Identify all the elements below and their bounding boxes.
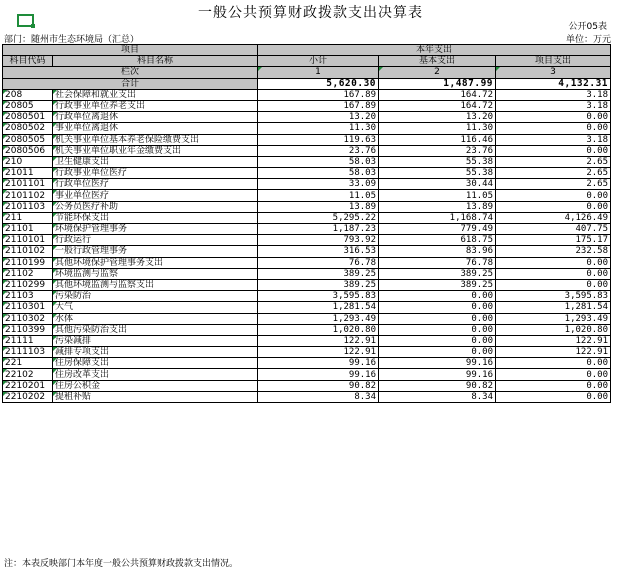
table-row bbox=[3, 358, 611, 369]
table-row bbox=[3, 380, 611, 391]
name-cell[interactable]: 减排专项支出 bbox=[53, 347, 258, 358]
basic-cell[interactable]: 90.82 bbox=[379, 380, 496, 391]
code-cell[interactable]: 21011 bbox=[3, 168, 53, 179]
project-cell[interactable]: 122.91 bbox=[496, 347, 611, 358]
expenditure-table bbox=[2, 44, 611, 403]
code-cell[interactable]: 2080505 bbox=[3, 134, 53, 145]
code-cell[interactable]: 2210202 bbox=[3, 391, 53, 402]
basic-cell[interactable]: 0.00 bbox=[379, 335, 496, 346]
subtotal-cell[interactable]: 167.89 bbox=[258, 100, 379, 111]
table-row bbox=[3, 313, 611, 324]
subtotal-cell[interactable]: 13.89 bbox=[258, 201, 379, 212]
subtotal-cell[interactable]: 5,295.22 bbox=[258, 212, 379, 223]
name-cell[interactable]: 水体 bbox=[53, 313, 258, 324]
name-cell[interactable]: 机关事业单位基本养老保险缴费支出 bbox=[53, 134, 258, 145]
name-cell[interactable]: 污染防治 bbox=[53, 291, 258, 302]
name-cell[interactable]: 其他污染防治支出 bbox=[53, 324, 258, 335]
col-index-1[interactable]: 1 bbox=[258, 67, 379, 78]
code-cell[interactable]: 21103 bbox=[3, 291, 53, 302]
subtotal-cell[interactable]: 122.91 bbox=[258, 347, 379, 358]
basic-cell[interactable]: 76.78 bbox=[379, 257, 496, 268]
subtotal-cell[interactable]: 3,595.83 bbox=[258, 291, 379, 302]
subtotal-cell[interactable]: 99.16 bbox=[258, 358, 379, 369]
table-row bbox=[3, 190, 611, 201]
code-cell[interactable]: 2101101 bbox=[3, 179, 53, 190]
project-cell[interactable]: 175.17 bbox=[496, 235, 611, 246]
code-cell[interactable]: 2080501 bbox=[3, 112, 53, 123]
name-cell[interactable]: 住房公积金 bbox=[53, 380, 258, 391]
table-row bbox=[3, 291, 611, 302]
subtotal-cell[interactable]: 23.76 bbox=[258, 145, 379, 156]
subtotal-cell[interactable]: 76.78 bbox=[258, 257, 379, 268]
subtotal-cell[interactable]: 793.92 bbox=[258, 235, 379, 246]
table-row bbox=[3, 201, 611, 212]
header-item[interactable]: 项目 bbox=[3, 45, 258, 56]
table-row bbox=[3, 246, 611, 257]
project-cell[interactable]: 232.58 bbox=[496, 246, 611, 257]
table-row bbox=[3, 145, 611, 156]
table-row bbox=[3, 89, 611, 100]
basic-cell[interactable]: 0.00 bbox=[379, 291, 496, 302]
table-row bbox=[3, 134, 611, 145]
table-row bbox=[3, 179, 611, 190]
basic-cell[interactable]: 11.05 bbox=[379, 190, 496, 201]
code-cell[interactable]: 2080506 bbox=[3, 145, 53, 156]
project-cell[interactable]: 3.18 bbox=[496, 89, 611, 100]
col-index-label[interactable]: 栏次 bbox=[3, 67, 258, 78]
code-cell[interactable]: 2111103 bbox=[3, 347, 53, 358]
subtotal-cell[interactable]: 11.05 bbox=[258, 190, 379, 201]
project-cell[interactable]: 0.00 bbox=[496, 190, 611, 201]
page-title: 一般公共预算财政拨款支出决算表 bbox=[198, 5, 423, 21]
table-row bbox=[3, 324, 611, 335]
basic-cell[interactable]: 1,168.74 bbox=[379, 212, 496, 223]
project-cell[interactable]: 122.91 bbox=[496, 335, 611, 346]
header-name[interactable]: 科目名称 bbox=[53, 56, 258, 67]
name-cell[interactable]: 公务员医疗补助 bbox=[53, 201, 258, 212]
code-cell[interactable]: 211 bbox=[3, 212, 53, 223]
name-cell[interactable]: 一般行政管理事务 bbox=[53, 246, 258, 257]
name-cell[interactable]: 事业单位医疗 bbox=[53, 190, 258, 201]
basic-cell[interactable]: 164.72 bbox=[379, 100, 496, 111]
code-cell[interactable]: 221 bbox=[3, 358, 53, 369]
project-cell[interactable]: 0.00 bbox=[496, 123, 611, 134]
code-cell[interactable]: 210 bbox=[3, 156, 53, 167]
name-cell[interactable]: 行政事业单位养老支出 bbox=[53, 100, 258, 111]
basic-cell[interactable]: 83.96 bbox=[379, 246, 496, 257]
name-cell[interactable]: 机关事业单位职业年金缴费支出 bbox=[53, 145, 258, 156]
basic-cell[interactable]: 116.46 bbox=[379, 134, 496, 145]
table-row bbox=[3, 112, 611, 123]
subtotal-cell[interactable]: 11.30 bbox=[258, 123, 379, 134]
code-cell[interactable]: 22102 bbox=[3, 369, 53, 380]
basic-cell[interactable]: 99.16 bbox=[379, 358, 496, 369]
project-cell[interactable]: 0.00 bbox=[496, 145, 611, 156]
table-row bbox=[3, 347, 611, 358]
name-cell[interactable]: 住房保障支出 bbox=[53, 358, 258, 369]
code-cell[interactable]: 2110299 bbox=[3, 279, 53, 290]
project-cell[interactable]: 3.18 bbox=[496, 100, 611, 111]
basic-cell[interactable]: 30.44 bbox=[379, 179, 496, 190]
subtotal-cell[interactable]: 99.16 bbox=[258, 369, 379, 380]
project-cell[interactable]: 0.00 bbox=[496, 201, 611, 212]
table-row bbox=[3, 212, 611, 223]
table-row bbox=[3, 168, 611, 179]
basic-cell[interactable]: 11.30 bbox=[379, 123, 496, 134]
basic-cell[interactable]: 23.76 bbox=[379, 145, 496, 156]
code-cell[interactable]: 2110101 bbox=[3, 235, 53, 246]
project-cell[interactable]: 0.00 bbox=[496, 112, 611, 123]
project-cell[interactable]: 0.00 bbox=[496, 380, 611, 391]
table-row bbox=[3, 279, 611, 290]
header-current-year[interactable]: 本年支出 bbox=[258, 45, 611, 56]
unit-label: 单位：万元 bbox=[565, 35, 611, 45]
basic-cell[interactable]: 13.89 bbox=[379, 201, 496, 212]
table-row bbox=[3, 268, 611, 279]
project-cell[interactable]: 1,020.80 bbox=[496, 324, 611, 335]
total-basic[interactable]: 1,487.99 bbox=[379, 78, 496, 89]
name-cell[interactable]: 行政运行 bbox=[53, 235, 258, 246]
name-cell[interactable]: 行政单位离退休 bbox=[53, 112, 258, 123]
project-cell[interactable]: 0.00 bbox=[496, 391, 611, 402]
code-cell[interactable]: 20805 bbox=[3, 100, 53, 111]
subtotal-cell[interactable]: 33.09 bbox=[258, 179, 379, 190]
code-cell[interactable]: 2101102 bbox=[3, 190, 53, 201]
col-index-3[interactable]: 3 bbox=[496, 67, 611, 78]
code-cell[interactable]: 2101103 bbox=[3, 201, 53, 212]
project-cell[interactable]: 2.65 bbox=[496, 156, 611, 167]
total-subtotal[interactable]: 5,620.30 bbox=[258, 78, 379, 89]
header-basic[interactable]: 基本支出 bbox=[379, 56, 496, 67]
name-cell[interactable]: 其他环境监测与监察支出 bbox=[53, 279, 258, 290]
name-cell[interactable]: 行政事业单位医疗 bbox=[53, 168, 258, 179]
code-cell[interactable]: 21101 bbox=[3, 224, 53, 235]
project-cell[interactable]: 0.00 bbox=[496, 257, 611, 268]
code-cell[interactable]: 2110199 bbox=[3, 257, 53, 268]
subtotal-cell[interactable]: 389.25 bbox=[258, 268, 379, 279]
form-number: 公开05表 bbox=[568, 22, 607, 32]
table-row bbox=[3, 100, 611, 111]
name-cell[interactable]: 提租补贴 bbox=[53, 391, 258, 402]
basic-cell[interactable]: 55.38 bbox=[379, 168, 496, 179]
subtotal-cell[interactable]: 167.89 bbox=[258, 89, 379, 100]
subtotal-cell[interactable]: 389.25 bbox=[258, 279, 379, 290]
subtotal-cell[interactable]: 8.34 bbox=[258, 391, 379, 402]
table-row bbox=[3, 302, 611, 313]
name-cell[interactable]: 环境保护管理事务 bbox=[53, 224, 258, 235]
code-cell[interactable]: 208 bbox=[3, 89, 53, 100]
project-cell[interactable]: 2.65 bbox=[496, 179, 611, 190]
table-row bbox=[3, 156, 611, 167]
code-cell[interactable]: 2110102 bbox=[3, 246, 53, 257]
project-cell[interactable]: 3,595.83 bbox=[496, 291, 611, 302]
subtotal-cell[interactable]: 119.63 bbox=[258, 134, 379, 145]
department-label: 部门：随州市生态环境局（汇总） bbox=[4, 35, 140, 45]
name-cell[interactable]: 大气 bbox=[53, 302, 258, 313]
project-cell[interactable]: 3.18 bbox=[496, 134, 611, 145]
basic-cell[interactable]: 13.20 bbox=[379, 112, 496, 123]
table-row bbox=[3, 369, 611, 380]
table-row bbox=[3, 235, 611, 246]
name-cell[interactable]: 事业单位离退休 bbox=[53, 123, 258, 134]
name-cell[interactable]: 环境监测与监察 bbox=[53, 268, 258, 279]
subtotal-cell[interactable]: 1,020.80 bbox=[258, 324, 379, 335]
project-cell[interactable]: 1,281.54 bbox=[496, 302, 611, 313]
name-cell[interactable]: 其他环境保护管理事务支出 bbox=[53, 257, 258, 268]
project-cell[interactable]: 0.00 bbox=[496, 369, 611, 380]
name-cell[interactable]: 节能环保支出 bbox=[53, 212, 258, 223]
code-cell[interactable]: 21102 bbox=[3, 268, 53, 279]
code-cell[interactable]: 2080502 bbox=[3, 123, 53, 134]
footnote: 注：本表反映部门本年度一般公共预算财政拨款支出情况。 bbox=[4, 559, 239, 569]
subtotal-cell[interactable]: 316.53 bbox=[258, 246, 379, 257]
basic-cell[interactable]: 8.34 bbox=[379, 391, 496, 402]
total-label[interactable]: 合计 bbox=[3, 78, 258, 89]
subtotal-cell[interactable]: 58.03 bbox=[258, 156, 379, 167]
subtotal-cell[interactable]: 1,187.23 bbox=[258, 224, 379, 235]
table-row bbox=[3, 335, 611, 346]
basic-cell[interactable]: 164.72 bbox=[379, 89, 496, 100]
header-code[interactable]: 科目代码 bbox=[3, 56, 53, 67]
code-cell[interactable]: 2210201 bbox=[3, 380, 53, 391]
basic-cell[interactable]: 0.00 bbox=[379, 302, 496, 313]
basic-cell[interactable]: 389.25 bbox=[379, 279, 496, 290]
total-project[interactable]: 4,132.31 bbox=[496, 78, 611, 89]
table-row bbox=[3, 224, 611, 235]
project-cell[interactable]: 0.00 bbox=[496, 358, 611, 369]
name-cell[interactable]: 社会保障和就业支出 bbox=[53, 89, 258, 100]
header-subtotal[interactable]: 小计 bbox=[258, 56, 379, 67]
code-cell[interactable]: 21111 bbox=[3, 335, 53, 346]
name-cell[interactable]: 污染减排 bbox=[53, 335, 258, 346]
table-row bbox=[3, 257, 611, 268]
subtotal-cell[interactable]: 58.03 bbox=[258, 168, 379, 179]
basic-cell[interactable]: 618.75 bbox=[379, 235, 496, 246]
project-cell[interactable]: 1,293.49 bbox=[496, 313, 611, 324]
basic-cell[interactable]: 0.00 bbox=[379, 313, 496, 324]
basic-cell[interactable]: 0.00 bbox=[379, 347, 496, 358]
project-cell[interactable]: 4,126.49 bbox=[496, 212, 611, 223]
table-row bbox=[3, 391, 611, 402]
project-cell[interactable]: 2.65 bbox=[496, 168, 611, 179]
project-cell[interactable]: 0.00 bbox=[496, 279, 611, 290]
subtotal-cell[interactable]: 122.91 bbox=[258, 335, 379, 346]
project-cell[interactable]: 0.00 bbox=[496, 268, 611, 279]
total-row bbox=[3, 78, 611, 89]
col-index-2[interactable]: 2 bbox=[379, 67, 496, 78]
name-cell[interactable]: 住房改革支出 bbox=[53, 369, 258, 380]
subtotal-cell[interactable]: 90.82 bbox=[258, 380, 379, 391]
name-cell[interactable]: 行政单位医疗 bbox=[53, 179, 258, 190]
basic-cell[interactable]: 779.49 bbox=[379, 224, 496, 235]
code-cell[interactable]: 2110399 bbox=[3, 324, 53, 335]
basic-cell[interactable]: 389.25 bbox=[379, 268, 496, 279]
subtotal-cell[interactable]: 1,281.54 bbox=[258, 302, 379, 313]
basic-cell[interactable]: 99.16 bbox=[379, 369, 496, 380]
code-cell[interactable]: 2110301 bbox=[3, 302, 53, 313]
basic-cell[interactable]: 0.00 bbox=[379, 324, 496, 335]
name-cell[interactable]: 卫生健康支出 bbox=[53, 156, 258, 167]
header-project[interactable]: 项目支出 bbox=[496, 56, 611, 67]
project-cell[interactable]: 407.75 bbox=[496, 224, 611, 235]
code-cell[interactable]: 2110302 bbox=[3, 313, 53, 324]
table-row bbox=[3, 123, 611, 134]
basic-cell[interactable]: 55.38 bbox=[379, 156, 496, 167]
subtotal-cell[interactable]: 1,293.49 bbox=[258, 313, 379, 324]
subtotal-cell[interactable]: 13.20 bbox=[258, 112, 379, 123]
